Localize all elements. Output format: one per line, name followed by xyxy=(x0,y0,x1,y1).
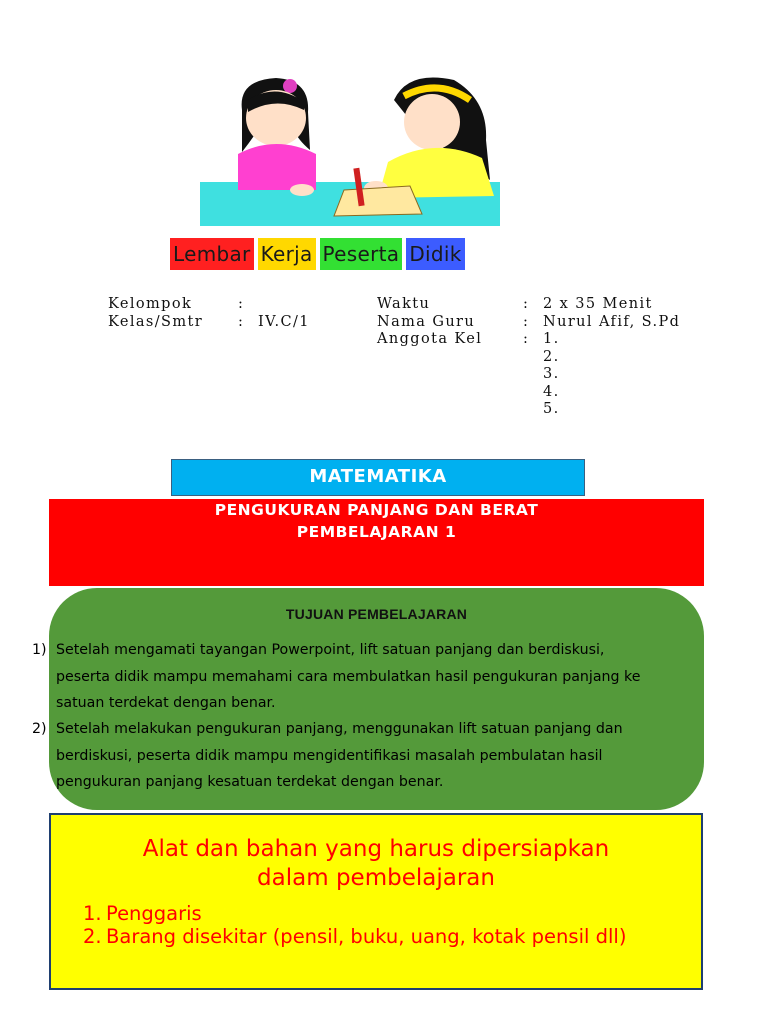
info-right-column xyxy=(377,296,757,419)
info-value: 2. xyxy=(543,348,560,365)
topic-line-1: PENGUKURAN PANJANG DAN BERAT xyxy=(214,501,539,519)
info-value: 1. xyxy=(543,331,560,347)
materials-box xyxy=(49,813,703,990)
goal-text: Setelah melakukan pengukuran panjang, menggunakan lift satuan panjang dan berdiskusi, peserta didik mampu mengidentifikasi masalah pembulatan hasil pengukuran panjang kesatuan terdekat dengan benar. xyxy=(56,721,623,790)
materials-title-line-1: Alat dan bahan yang harus dipersiapkan xyxy=(142,836,610,862)
info-value: 4. xyxy=(543,383,560,400)
banner-word-lembar: Lembar xyxy=(170,238,254,270)
materials-item-number: 1. xyxy=(83,902,102,925)
info-row-nama-guru xyxy=(377,314,757,332)
info-value: 3. xyxy=(543,366,560,382)
topic-line-2: PEMBELAJARAN 1 xyxy=(296,523,457,541)
info-row-waktu xyxy=(377,296,757,314)
info-row-anggota-4 xyxy=(377,384,757,402)
info-row-anggota-3 xyxy=(377,366,757,384)
info-label: Waktu xyxy=(377,296,431,312)
students-illustration xyxy=(198,70,510,230)
info-value: 2 x 35 Menit xyxy=(543,296,653,312)
info-value: IV.C/1 xyxy=(258,313,310,330)
info-colon: : xyxy=(523,313,530,330)
materials-item-text: Barang disekitar (pensil, buku, uang, kotak pensil dll) xyxy=(106,925,627,948)
learning-goals-title: TUJUAN PEMBELAJARAN xyxy=(285,606,468,622)
info-label: Nama Guru xyxy=(377,313,476,330)
materials-list xyxy=(83,902,683,948)
info-value: Nurul Afif, S.Pd xyxy=(543,313,681,330)
materials-title-line-2: dalam pembelajaran xyxy=(257,865,495,891)
info-row-anggota xyxy=(377,331,757,349)
info-row-kelompok xyxy=(108,296,368,314)
goal-text: Setelah mengamati tayangan Powerpoint, lift satuan panjang dan berdiskusi, peserta didik mampu memahami cara membulatkan hasil pengukuran panjang ke satuan terdekat dengan benar. xyxy=(56,642,641,711)
info-label: Kelas/Smtr xyxy=(108,313,204,330)
materials-item-text: Penggaris xyxy=(106,902,202,925)
info-value: 5. xyxy=(543,401,560,417)
info-row-anggota-2 xyxy=(377,349,757,367)
info-colon: : xyxy=(238,313,245,330)
goal-number: 1) xyxy=(32,642,47,658)
girl-left-figure xyxy=(238,78,316,196)
info-label: Anggota Kel xyxy=(377,331,483,347)
materials-list-item xyxy=(83,925,683,948)
materials-title xyxy=(51,835,701,893)
materials-list-item xyxy=(83,902,683,925)
girl-right-figure xyxy=(364,78,494,199)
banner-word-peserta: Peserta xyxy=(320,238,403,270)
goal-number: 2) xyxy=(32,721,47,737)
info-label: Kelompok xyxy=(108,296,193,312)
paper-shape xyxy=(334,186,422,216)
materials-item-number: 2. xyxy=(83,925,102,948)
info-colon: : xyxy=(523,296,530,312)
info-left-column xyxy=(108,296,368,331)
subject-box: MATEMATIKA xyxy=(171,459,585,496)
worksheet-title-banner xyxy=(170,238,465,270)
info-row-kelas xyxy=(108,314,368,332)
info-colon: : xyxy=(238,296,245,312)
topic-box xyxy=(49,499,704,586)
info-row-anggota-5 xyxy=(377,401,757,419)
banner-word-kerja: Kerja xyxy=(258,238,316,270)
banner-word-didik: Didik xyxy=(406,238,464,270)
info-colon: : xyxy=(523,331,530,347)
